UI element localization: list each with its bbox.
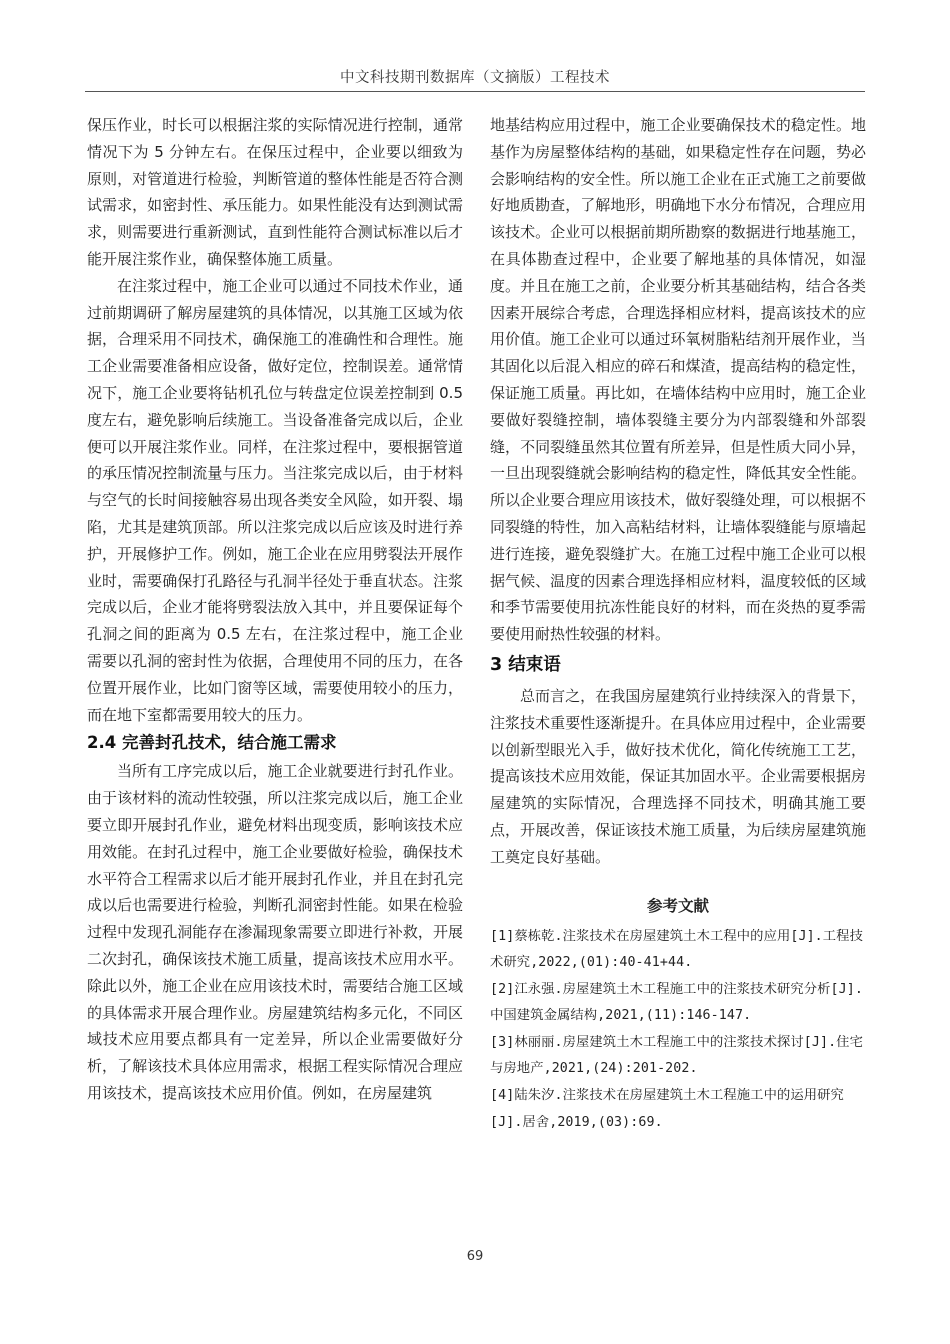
section-heading-3: 3 结束语 (490, 654, 561, 675)
right-column (490, 112, 866, 1136)
journal-header-title: 中文科技期刊数据库（文摘版）工程技术 (340, 70, 610, 86)
left-paragraph-2: 在注浆过程中，施工企业可以通过不同技术作业，通过前期调研了解房屋建筑的具体情况，以其施工区域为依据，合理采用不同技术，确保施工的准确性和合理性。施工企业需要准备相应设备，做好定位，控制误差。通常情况下，施工企业要将钻机孔位与转盘定位误差控制到 0.5 度左右，避免影响后续施工。当设备准备完成以后，企业便可以开展注浆作业。同样，在注浆过程中，要根据管道的承压情况控制流量与压力。当注浆完成以后，由于材料与空气的长时间接触容易出现各类安全风险，如开裂、塌陷，尤其是建筑顶部。所以注浆完成以后应该及时进行养护，开展修护工作。例如，施工企业在应用劈裂法开展作业时，需要确保打孔路径与孔洞半径处于垂直状态。注浆完成以后，企业才能将劈裂法放入其中，并且要保证每个孔洞之间的距离为 0.5 左右，在注浆过程中，施工企业需要以孔洞的密封性为依据，合理使用不同的压力，在各位置开展作业，比如门窗等区域，需要使用较小的压力，而在地下室都需要用较大的压力。 (87, 276, 463, 724)
reference-item-3: [3]林丽丽.房屋建筑土木工程施工中的注浆技术探讨[J].住宅与房地产,2021,(24):201-202. (490, 1034, 863, 1077)
section-heading-2-4: 2.4 完善封孔技术，结合施工需求 (87, 733, 337, 753)
references-title: 参考文献 (646, 896, 709, 915)
reference-item-1: [1]蔡栋乾.注浆技术在房屋建筑土木工程中的应用[J].工程技术研究,2022,(01):40-41+44. (490, 928, 863, 971)
header-divider (85, 91, 865, 92)
right-paragraph-2: 总而言之，在我国房屋建筑行业持续深入的背景下，注浆技术重要性逐渐提升。在具体应用过程中，企业需要以创新型眼光入手，做好技术优化，简化传统施工工艺，提高该技术应用效能，保证其加固水平。企业需要根据房屋建筑的实际情况，合理选择不同技术，明确其施工要点，开展改善，保证该技术施工质量，为后续房屋建筑施工奠定良好基础。 (490, 686, 866, 866)
left-paragraph-1: 保压作业，时长可以根据注浆的实际情况进行控制，通常情况下为 5 分钟左右。在保压过程中，企业要以细致为原则，对管道进行检验，判断管道的整体性能是否符合测试需求，如密封性、承压能力。如果性能没有达到测试需求，则需要进行重新测试，直到性能符合测试标准以后才能开展注浆作业，确保整体施工质量。 (87, 116, 463, 268)
right-paragraph-1: 地基结构应用过程中，施工企业要确保技术的稳定性。地基作为房屋整体结构的基础，如果稳定性存在问题，势必会影响结构的安全性。所以施工企业在正式施工之前要做好地质勘查，了解地形，明确地下水分布情况，合理应用该技术。企业可以根据前期所勘察的数据进行地基施工，在具体勘查过程中，企业要了解地基的具体情况，如湿度。并且在施工之前，企业要分析其基础结构，结合各类因素开展综合考虑，合理选择相应材料，提高该技术的应用价值。施工企业可以通过环氧树脂粘结剂开展作业，当其固化以后混入相应的碎石和煤渣，提高结构的稳定性，保证施工质量。再比如，在墙体结构中应用时，施工企业要做好裂缝控制，墙体裂缝主要分为内部裂缝和外部裂缝，不同裂缝虽然其位置有所差异，但是性质大同小异，一旦出现裂缝就会影响结构的稳定性，降低其安全性能。所以企业要合理应用该技术，做好裂缝处理，可以根据不同裂缝的特性，加入高粘结材料，让墙体裂缝能与原墙起进行连接，避免裂缝扩大。在施工过程中施工企业可以根据气候、温度的因素合理选择相应材料，温度较低的区域和季节需要使用抗冻性能良好的材料，而在炎热的夏季需要使用耐热性较强的材料。 (490, 116, 866, 644)
reference-item-2: [2]江永强.房屋建筑土木工程施工中的注浆技术研究分析[J].中国建筑金属结构,2021,(11):146-147. (490, 981, 863, 1024)
left-column (87, 112, 463, 1107)
left-paragraph-3: 当所有工序完成以后，施工企业就要进行封孔作业。由于该材料的流动性较强，所以注浆完成以后，施工企业要立即开展封孔作业，避免材料出现变质，影响该技术应用效能。在封孔过程中，施工企业要做好检验，确保技术水平符合工程需求以后才能开展封孔作业，并且在封孔完成以后也需要进行检验，判断孔洞密封性能。如果在检验过程中发现孔洞能存在渗漏现象需要立即进行补救，开展二次封孔，确保该技术施工质量，提高该技术应用水平。除此以外，施工企业在应用该技术时，需要结合施工区域的具体需求开展合理作业。房屋建筑结构多元化，不同区域技术应用要点都具有一定差异，所以企业需要做好分析，了解该技术具体应用需求，根据工程实际情况合理应用该技术，提高该技术应用价值。例如，在房屋建筑 (87, 762, 463, 1102)
page-number: 69 (466, 1249, 484, 1264)
reference-item-4: [4]陆朱汐.注浆技术在房屋建筑土木工程施工中的运用研究[J].居舍,2019,(03):69. (490, 1088, 844, 1130)
